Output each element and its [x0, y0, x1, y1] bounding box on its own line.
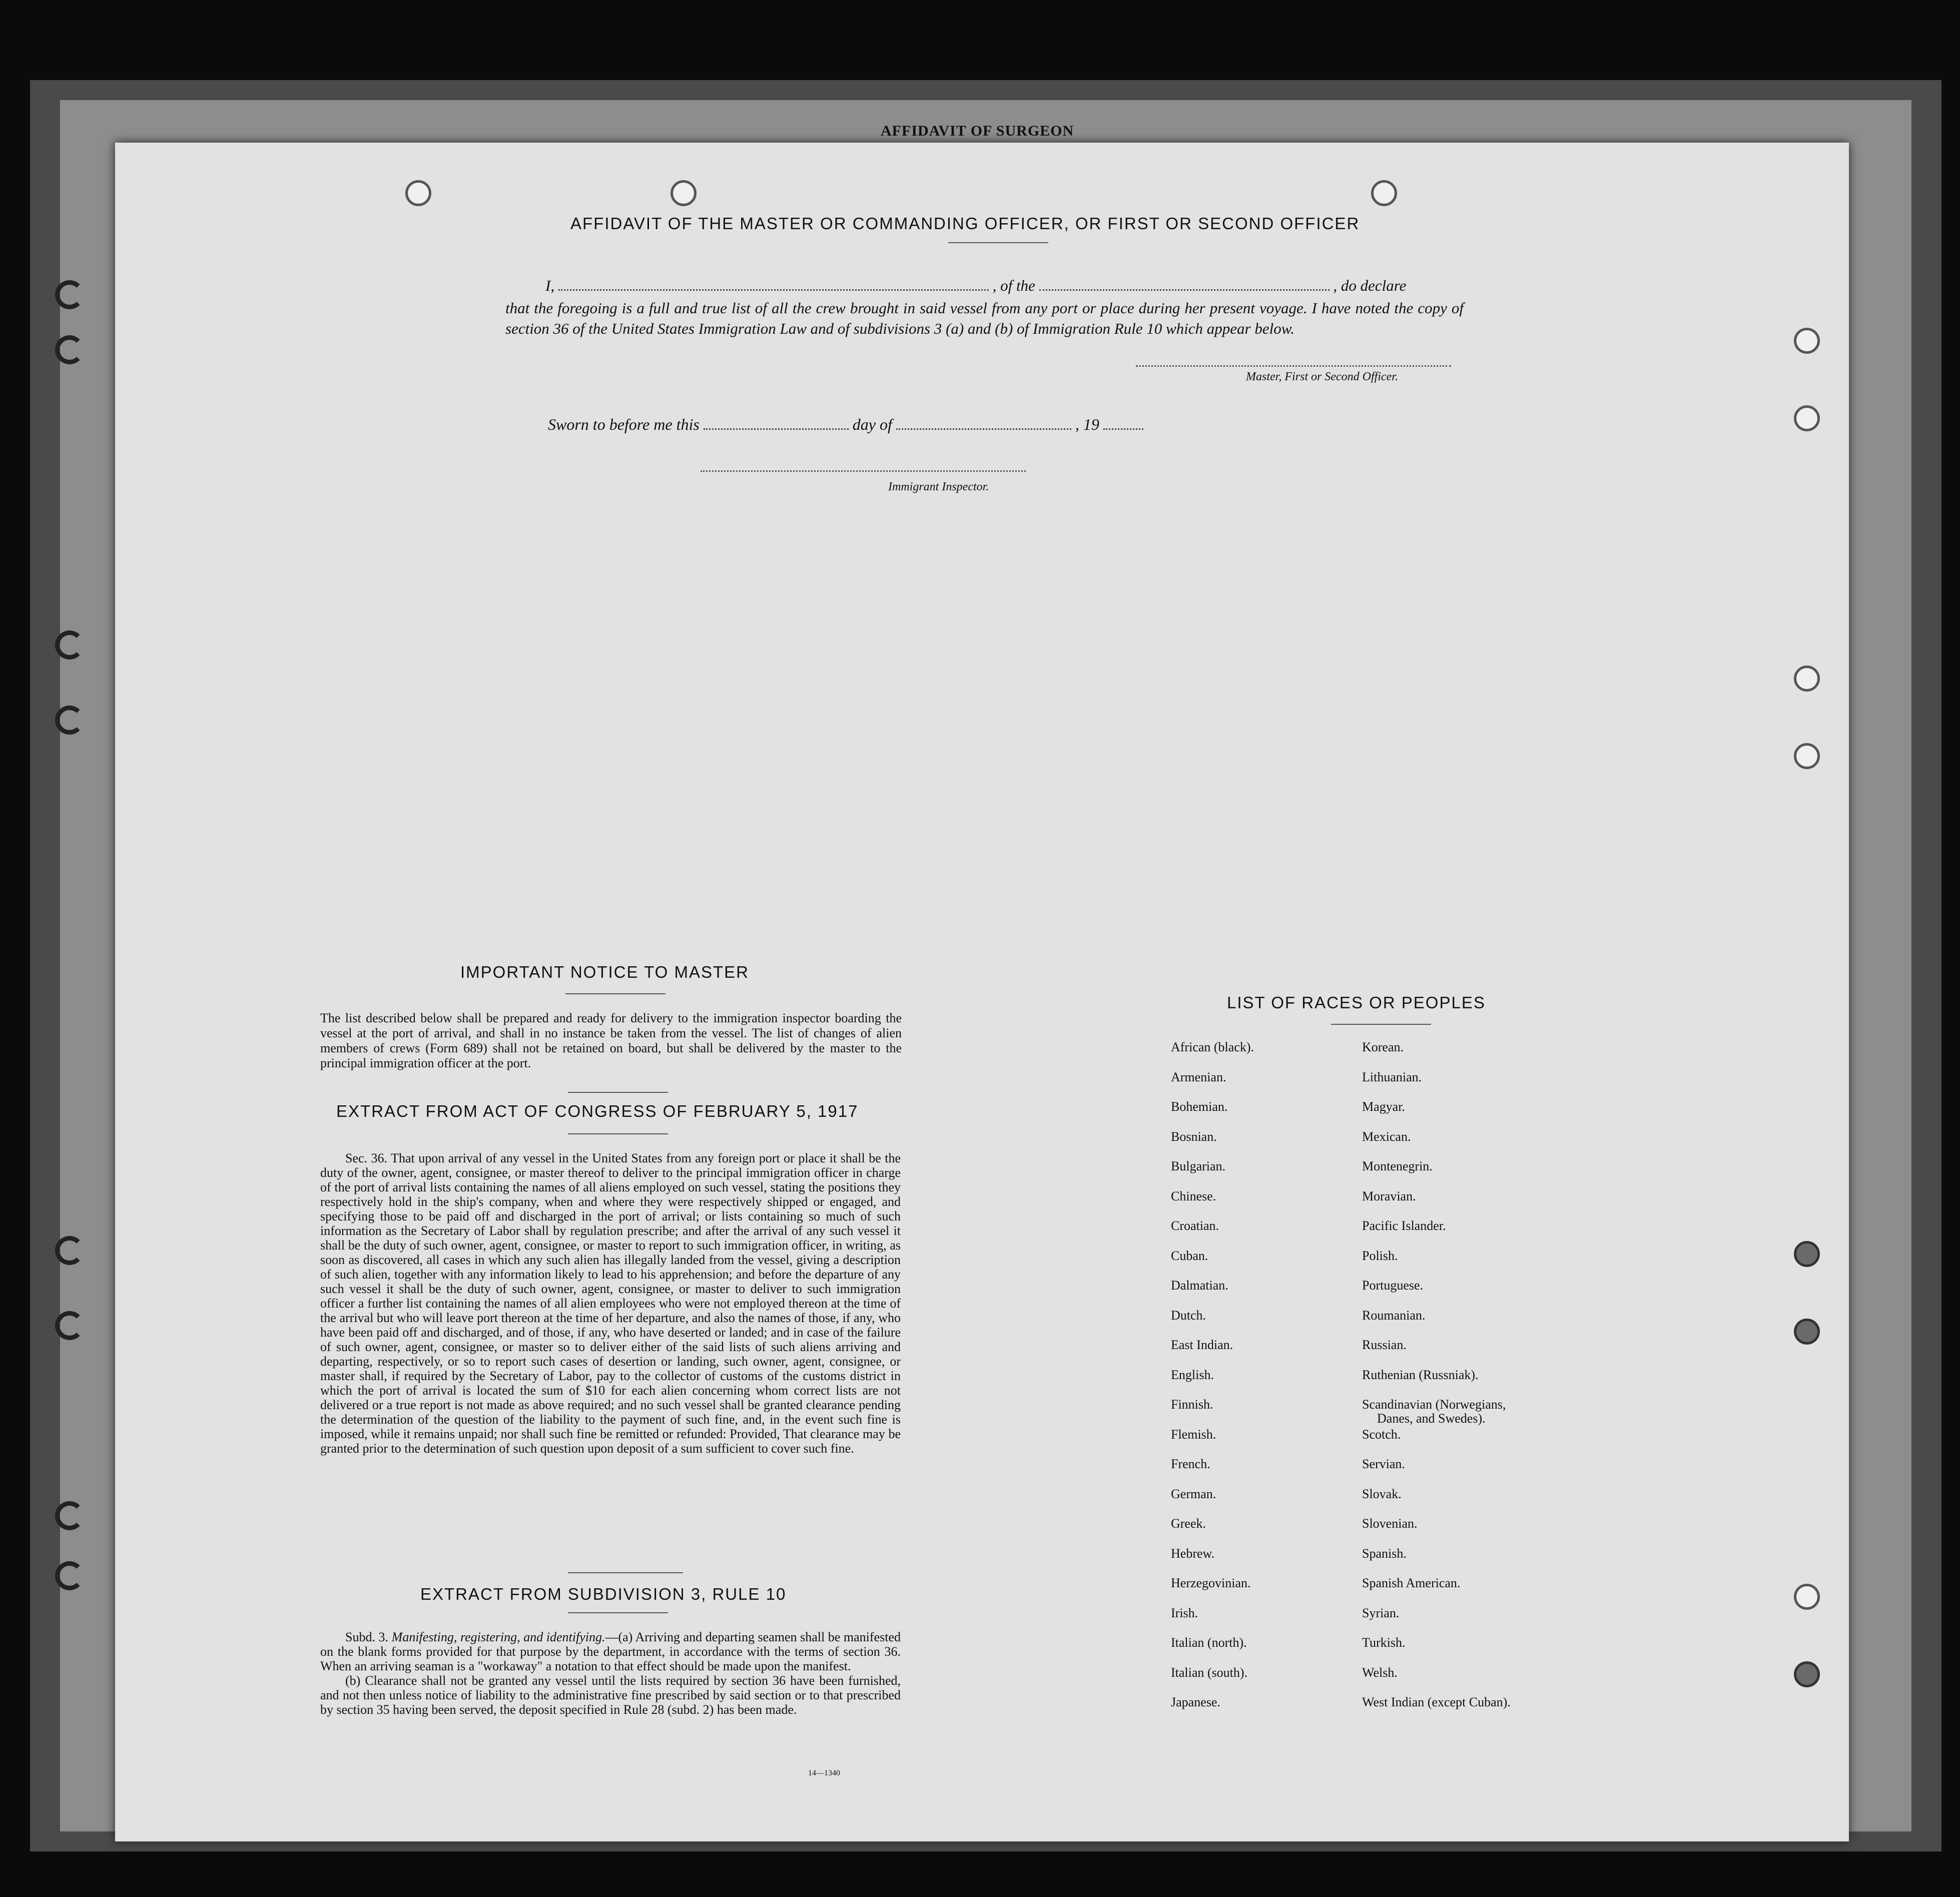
subd-para-b: (b) Clearance shall not be granted any vessel until the lists required by section 36 have been furnished, and not then unless notice of liability to the administrative fine prescribed by said section or to that prescribed by section 35 having been served, the deposit specified in Rule 28 (subd. 2) has been made.: [320, 1673, 901, 1717]
punch-hole-icon: [1794, 666, 1820, 692]
race-item: Slovak.: [1362, 1487, 1402, 1501]
divider: [565, 993, 666, 994]
race-item: Lithuanian.: [1362, 1070, 1422, 1084]
divider: [568, 1092, 668, 1093]
binder-ring-icon: [55, 1311, 84, 1340]
race-item: Ruthenian (Russniak).: [1362, 1368, 1479, 1382]
race-item: Croatian.: [1171, 1218, 1219, 1233]
section-label: Sec. 36.: [345, 1151, 388, 1165]
punch-hole-icon: [405, 180, 431, 206]
race-item: Portuguese.: [1362, 1278, 1424, 1293]
race-item: Syrian.: [1362, 1606, 1400, 1620]
race-item: Slovenian.: [1362, 1516, 1418, 1531]
race-item: Korean.: [1362, 1040, 1404, 1054]
sworn-day-blank: [704, 415, 849, 430]
notice-body: The list described below shall be prepared and ready for delivery to the immigration inspector boarding the vessel at the port of arrival, and shall in no instance be taken from the vessel. The list of changes of alien members of crews (Form 689) shall not be retained on board, but shall be delivered by the master to the principal immigration officer at the port.: [320, 1011, 902, 1070]
sworn-month-blank: [896, 415, 1071, 430]
races-title: LIST OF RACES OR PEOPLES: [1227, 993, 1486, 1012]
binder-ring-icon: [55, 630, 84, 660]
notice-title: IMPORTANT NOTICE TO MASTER: [460, 963, 750, 981]
act-section-36: [320, 1151, 901, 1456]
race-item: Welsh.: [1362, 1665, 1398, 1680]
race-item: Russian.: [1362, 1338, 1407, 1352]
race-item: Herzegovinian.: [1171, 1576, 1251, 1590]
race-item: West Indian (except Cuban).: [1362, 1695, 1511, 1709]
race-item: English.: [1171, 1368, 1214, 1382]
race-item: Flemish.: [1171, 1427, 1216, 1442]
race-item: Roumanian.: [1362, 1308, 1426, 1323]
declaration-body: that the foregoing is a full and true list of all the crew brought in said vessel from any port or place during her present voyage. I have noted the copy of section 36 of the United States Immigration Law and of subdivisions 3 (a) and (b) of Immigration Rule 10 which appear below.: [505, 299, 1464, 337]
race-item: East Indian.: [1171, 1338, 1233, 1352]
divider: [568, 1612, 668, 1613]
inspector-signature-line: [701, 470, 1026, 472]
race-item: Italian (north).: [1171, 1635, 1247, 1650]
race-item: German.: [1171, 1487, 1216, 1501]
punch-hole-icon: [1794, 328, 1820, 354]
binder-ring-icon: [55, 1561, 84, 1590]
race-item: French.: [1171, 1457, 1210, 1471]
sworn-line: [548, 415, 1143, 434]
race-item: Dutch.: [1171, 1308, 1206, 1323]
race-item: Servian.: [1362, 1457, 1405, 1471]
sworn-text: Sworn to before me this: [548, 415, 700, 433]
race-item: Bulgarian.: [1171, 1159, 1226, 1173]
race-item: Dalmatian.: [1171, 1278, 1228, 1293]
race-item: Cuban.: [1171, 1248, 1208, 1263]
divider: [948, 242, 1048, 243]
binder-ring-icon: [55, 706, 84, 735]
race-item: Greek.: [1171, 1516, 1206, 1531]
punch-hole-icon: [1794, 1584, 1820, 1610]
race-item: Italian (south).: [1171, 1665, 1248, 1680]
race-item: Scotch.: [1362, 1427, 1401, 1442]
race-item-continuation: Danes, and Swedes).: [1377, 1411, 1486, 1426]
race-item: Hebrew.: [1171, 1546, 1215, 1561]
divider: [568, 1572, 683, 1573]
punch-hole-icon: [1794, 1661, 1820, 1687]
punch-hole-icon: [1794, 743, 1820, 769]
form-number: 14—1340: [808, 1769, 840, 1777]
affidavit-title: AFFIDAVIT OF THE MASTER OR COMMANDING OFFICER, OR FIRST OR SECOND OFFICER: [570, 214, 1360, 233]
declaration-do-declare: , do declare: [1333, 277, 1407, 294]
subd-para-a: —(a) Arriving and departing seamen shall be manifested on the blank forms provided for that purpose by the department, in accordance with the terms of section 36. When an arriving seaman is a "workaway" a notation to that effect should be made upon the manifest.: [320, 1630, 901, 1673]
inspector-label: Immigrant Inspector.: [888, 480, 989, 493]
race-item: Irish.: [1171, 1606, 1198, 1620]
race-item: Spanish American.: [1362, 1576, 1461, 1590]
race-item: Bosnian.: [1171, 1129, 1217, 1144]
punch-hole-icon: [1371, 180, 1397, 206]
race-item: Japanese.: [1171, 1695, 1220, 1709]
race-item: Pacific Islander.: [1362, 1218, 1446, 1233]
binder-ring-icon: [55, 335, 84, 364]
subd-label: Subd. 3.: [345, 1630, 389, 1644]
race-item: Polish.: [1362, 1248, 1398, 1263]
punch-hole-icon: [1794, 1319, 1820, 1345]
declaration-i: I,: [545, 277, 555, 294]
binder-ring-icon: [55, 280, 84, 309]
race-item: Scandinavian (Norwegians,: [1362, 1397, 1506, 1412]
sworn-year-blank: [1103, 415, 1143, 430]
vessel-blank: [1039, 276, 1330, 291]
section-36-text: That upon arrival of any vessel in the United States from any foreign port or place it shall be the duty of the owner, agent, consignee, or master thereof to deliver to the principal immigration officer in charge of the port of arrival lists containing the names of all aliens employed on such vessel, stating the positions they respectively hold in the ship's company, when and where they were respectively shipped or engaged, and specifying those to be paid off and discharged in the port of arrival; or lists containing so much of such information as the Secretary of Labor shall by regulation prescribe; and after the arrival of any such vessel it shall be the duty of such owner, agent, consignee, or master to report to such immigration officer, in writing, as soon as discovered, all cases in which any such alien has illegally landed from the vessel, giving a description of such alien, together with any information likely to lead to his apprehension; and before the departure of any such vessel it shall be the duty of such owner, agent, consignee, or master to deliver to such immigration officer a further list containing the names of all alien employees who were not employed thereon at the time of the arrival but who will leave port thereon at the time of her departure, and also the names of those, if any, who have been paid off and discharged, and of those, if any, who have deserted or landed; and in case of the failure of such owner, agent, consignee, or master so to deliver either of the said lists of such aliens arriving and departing, respectively, or so to report such cases of desertion or landing, such owner, agent, consignee, or master shall, if required by the Secretary of Labor, pay to the collector of customs of the customs district in which the port of arrival is located the sum of $10 for each alien concerning whom correct lists are not delivered or a true report is not made as above required; and no such vessel shall be granted clearance pending the determination of the question of the liability to the payment of such fine, and, in the event such fine is imposed, while it remains unpaid; nor shall such fine be remitted or refunded: Provided, That clearance may be granted prior to the determination of such question upon deposit of a sum sufficient to cover such fine.: [320, 1151, 901, 1456]
race-item: Chinese.: [1171, 1189, 1216, 1203]
race-item: Turkish.: [1362, 1635, 1406, 1650]
race-item: African (black).: [1171, 1040, 1254, 1054]
act-title: EXTRACT FROM ACT OF CONGRESS OF FEBRUARY 5, 1917: [336, 1102, 859, 1120]
binder-ring-icon: [55, 1236, 84, 1265]
race-item: Spanish.: [1362, 1546, 1407, 1561]
race-item: Finnish.: [1171, 1397, 1213, 1412]
divider: [568, 1133, 668, 1134]
punch-hole-icon: [1794, 405, 1820, 431]
rule-body: [320, 1630, 901, 1717]
sworn-day-of: day of: [852, 415, 892, 433]
race-item: Bohemian.: [1171, 1099, 1228, 1114]
subd-heading: Manifesting, registering, and identifying.: [391, 1630, 605, 1644]
affidavit-of-surgeon-label: AFFIDAVIT OF SURGEON: [881, 123, 1074, 139]
punch-hole-icon: [671, 180, 697, 206]
punch-hole-icon: [1794, 1241, 1820, 1267]
race-item: Montenegrin.: [1362, 1159, 1433, 1173]
race-item: Armenian.: [1171, 1070, 1226, 1084]
master-signature-label: Master, First or Second Officer.: [1246, 370, 1398, 383]
binder-ring-icon: [55, 1501, 84, 1530]
race-item: Magyar.: [1362, 1099, 1405, 1114]
race-item: Mexican.: [1362, 1129, 1411, 1144]
declaration-line: [545, 276, 1406, 295]
form-page: [115, 143, 1849, 1841]
declaration-of-the: , of the: [992, 277, 1035, 294]
race-item: Moravian.: [1362, 1189, 1416, 1203]
name-blank: [558, 276, 989, 291]
sworn-year: , 19: [1075, 415, 1099, 433]
divider: [1331, 1024, 1431, 1025]
master-signature-line: [1136, 365, 1451, 367]
rule-title: EXTRACT FROM SUBDIVISION 3, RULE 10: [420, 1585, 787, 1603]
